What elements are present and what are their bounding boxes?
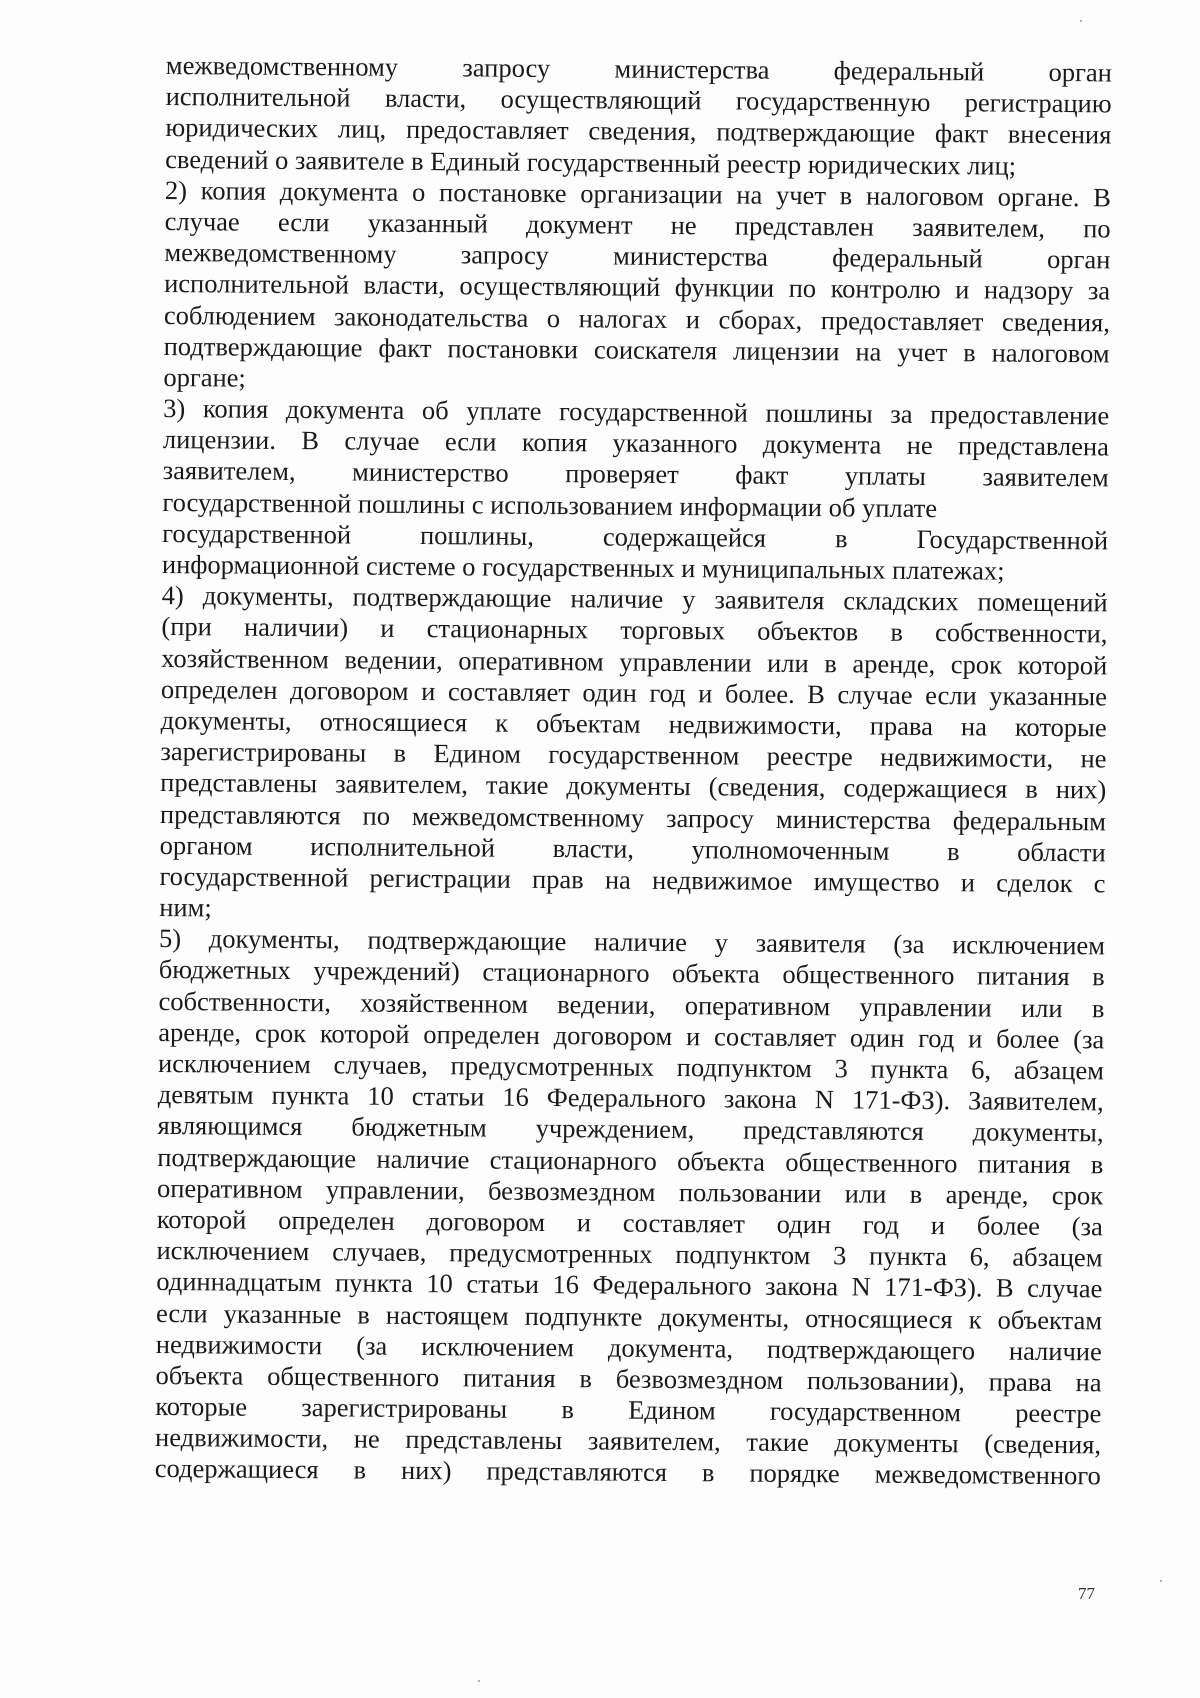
text-line: объекта общественного питания в безвозмездном пользовании), права на: [155, 1359, 1102, 1398]
text-line: представлены заявителем, такие документы (сведения, содержащиеся в них): [160, 767, 1107, 805]
text-line: юридических лиц, предоставляет сведения, подтверждающие факт внесения: [165, 112, 1112, 150]
text-line: сведений о заявителе в Единый государственный реестр юридических лиц;: [165, 143, 1017, 181]
text-line: 3) копия документа об уплате государственной пошлины за предоставление: [163, 393, 1110, 431]
document-body-text: [155, 50, 1112, 1492]
text-line: исключением случаев, предусмотренных подпунктом 3 пункта 6, абзацем: [156, 1235, 1103, 1273]
text-line: ним;: [159, 892, 212, 923]
text-line: (при наличии) и стационарных торговых объектов в собственности,: [161, 611, 1108, 649]
text-line: 2) копия документа о постановке организации на учет в налоговом органе. В: [164, 174, 1111, 213]
text-line: подтверждающие факт постановки соискателя лицензии на учет в налоговом: [163, 330, 1110, 369]
text-line: которой определен договором и составляет один год и более (за: [156, 1203, 1103, 1242]
text-line: подтверждающие наличие стационарного объекта общественного питания в: [157, 1141, 1104, 1179]
text-line: исключением случаев, предусмотренных подпунктом 3 пункта 6, абзацем: [157, 1047, 1105, 1086]
text-line: исполнительной власти, осуществляющий функции по контролю и надзору за: [164, 268, 1111, 306]
text-line: государственной пошлины, содержащейся в Государственной: [162, 517, 1109, 556]
text-line: межведомственному запросу министерства федеральный орган: [164, 237, 1111, 275]
text-line: 4) документы, подтверждающие наличие у заявителя складских помещений: [161, 580, 1108, 618]
scan-speck: [1160, 1580, 1162, 1582]
text-line: случае если указанный документ не представлен заявителем, по: [164, 205, 1111, 244]
text-line: являющимся бюджетным учреждением, представляются документы,: [157, 1110, 1104, 1148]
text-line: государственной регистрации прав на недвижимое имущество и сделок с: [159, 860, 1106, 899]
text-line: межведомственному запросу министерства федеральный орган: [165, 50, 1112, 88]
text-line: 5) документы, подтверждающие наличие у заявителя (за исключением: [158, 923, 1106, 961]
text-line: одиннадцатым пункта 10 статьи 16 Федерального закона N 171-ФЗ). В случае: [156, 1266, 1103, 1304]
text-line: недвижимости, не представлены заявителем, такие документы (сведения,: [154, 1422, 1102, 1460]
text-line: собственности, хозяйственном ведении, оперативном управлении или в: [158, 985, 1105, 1024]
text-line: заявителем, министерство проверяет факт уплаты заявителем: [162, 455, 1109, 493]
text-line: хозяйственном ведении, оперативном управлении или в аренде, срок которой: [161, 642, 1108, 680]
text-line: зарегистрированы в Едином государственном реестре недвижимости, не: [160, 736, 1107, 774]
text-line: девятым пункта 10 статьи 16 Федерального закона N 171-ФЗ). Заявителем,: [157, 1079, 1104, 1117]
text-line: органе;: [163, 361, 246, 393]
scan-speck: [478, 1680, 480, 1682]
text-line: аренде, срок которой определен договором и составляет один год и более (за: [158, 1016, 1105, 1055]
text-line: недвижимости (за исключением документа, подтверждающего наличие: [155, 1328, 1102, 1367]
page-number: 77: [1078, 1584, 1095, 1603]
text-line: если указанные в настоящем подпункте документы, относящиеся к объектам: [155, 1297, 1103, 1335]
text-line: государственной пошлины с использованием информации об уплате: [162, 486, 938, 523]
text-line: информационной системе о государственных и муниципальных платежах;: [161, 548, 1005, 586]
text-line: оперативном управлении, безвозмездном пользовании или в аренде, срок: [156, 1172, 1104, 1211]
text-line: бюджетных учреждений) стационарного объекта общественного питания в: [158, 954, 1105, 992]
text-line: исполнительной власти, осуществляющий государственную регистрацию: [165, 81, 1112, 119]
text-line: соблюдением законодательства о налогах и сборах, предоставляет сведения,: [163, 299, 1111, 337]
text-line: лицензии. В случае если копия указанного документа не представлена: [162, 424, 1110, 462]
text-line: документы, относящиеся к объектам недвижимости, права на которые: [160, 704, 1107, 743]
text-line: содержащиеся в них) представляются в порядке межведомственного: [154, 1453, 1101, 1491]
text-line: представляются по межведомственному запросу министерства федеральным: [159, 798, 1107, 836]
text-line: определен договором и составляет один год и более. В случае если указанные: [160, 673, 1108, 712]
text-line: органом исполнительной власти, уполномоченным в области: [159, 829, 1106, 868]
scan-speck: [1080, 20, 1082, 22]
text-line: которые зарегистрированы в Едином государственном реестре: [155, 1391, 1102, 1429]
